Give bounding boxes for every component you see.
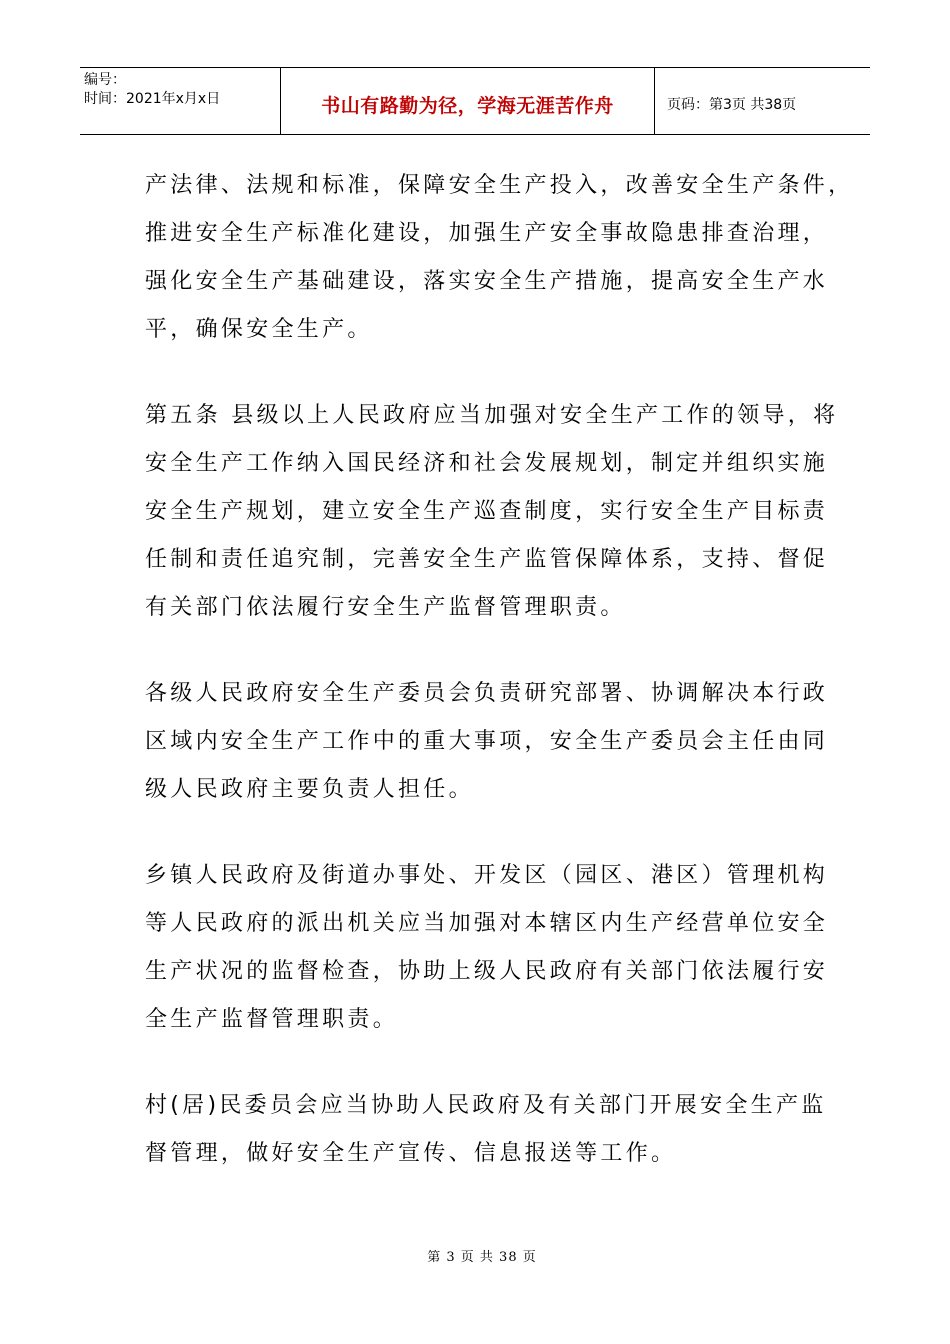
header-info-cell [80, 68, 281, 134]
text-line: 等人民政府的派出机关应当加强对本辖区内生产经营单位安全 [145, 911, 829, 936]
text-line: 区域内安全生产工作中的重大事项，安全生产委员会主任由同 [145, 729, 829, 754]
text-line: 安全生产工作纳入国民经济和社会发展规划，制定并组织实施 [145, 451, 829, 476]
text-line: 乡镇人民政府及街道办事处、开发区（园区、港区）管理机构 [145, 863, 829, 888]
paragraph [145, 162, 854, 354]
text-line: 安全生产规划，建立安全生产巡查制度，实行安全生产目标责 [145, 499, 829, 524]
document-number-label: 编号： [84, 72, 126, 88]
text-line: 平，确保安全生产。 [145, 317, 373, 342]
text-line: 任制和责任追究制，完善安全生产监管保障体系，支持、督促 [145, 547, 829, 572]
text-line: 级人民政府主要负责人担任。 [145, 777, 474, 802]
paragraph [145, 1082, 827, 1178]
text-line: 生产状况的监督检查，协助上级人民政府有关部门依法履行安 [145, 959, 829, 984]
text-line: 全生产监督管理职责。 [145, 1007, 399, 1032]
page-footer [0, 1246, 950, 1265]
header-motto-cell [281, 68, 655, 134]
paragraph [145, 670, 829, 814]
header-motto: 书山有路勤为径，学海无涯苦作舟 [321, 94, 614, 117]
text-line: 产法律、法规和标准，保障安全生产投入，改善安全生产条件， [145, 173, 854, 198]
header-page-cell [655, 68, 870, 134]
text-line: 第五条 县级以上人民政府应当加强对安全生产工作的领导，将 [145, 403, 839, 428]
paragraph [145, 392, 839, 632]
text-line: 有关部门依法履行安全生产监督管理职责。 [145, 595, 626, 620]
text-line: 村(居)民委员会应当协助人民政府及有关部门开展安全生产监 [145, 1093, 827, 1118]
text-line: 推进安全生产标准化建设，加强生产安全事故隐患排查治理， [145, 221, 829, 246]
text-line: 强化安全生产基础建设，落实安全生产措施，提高安全生产水 [145, 269, 829, 294]
text-line: 督管理，做好安全生产宣传、信息报送等工作。 [145, 1141, 677, 1166]
footer-page-number: 第 3 页 共 38 页 [427, 1250, 537, 1265]
document-time-label: 时间：2021年x月x日 [84, 91, 221, 107]
document-body [145, 162, 854, 1216]
paragraph [145, 852, 829, 1044]
document-header [80, 67, 870, 135]
header-page-number: 页码：第3页 共38页 [667, 97, 797, 113]
text-line: 各级人民政府安全生产委员会负责研究部署、协调解决本行政 [145, 681, 829, 706]
